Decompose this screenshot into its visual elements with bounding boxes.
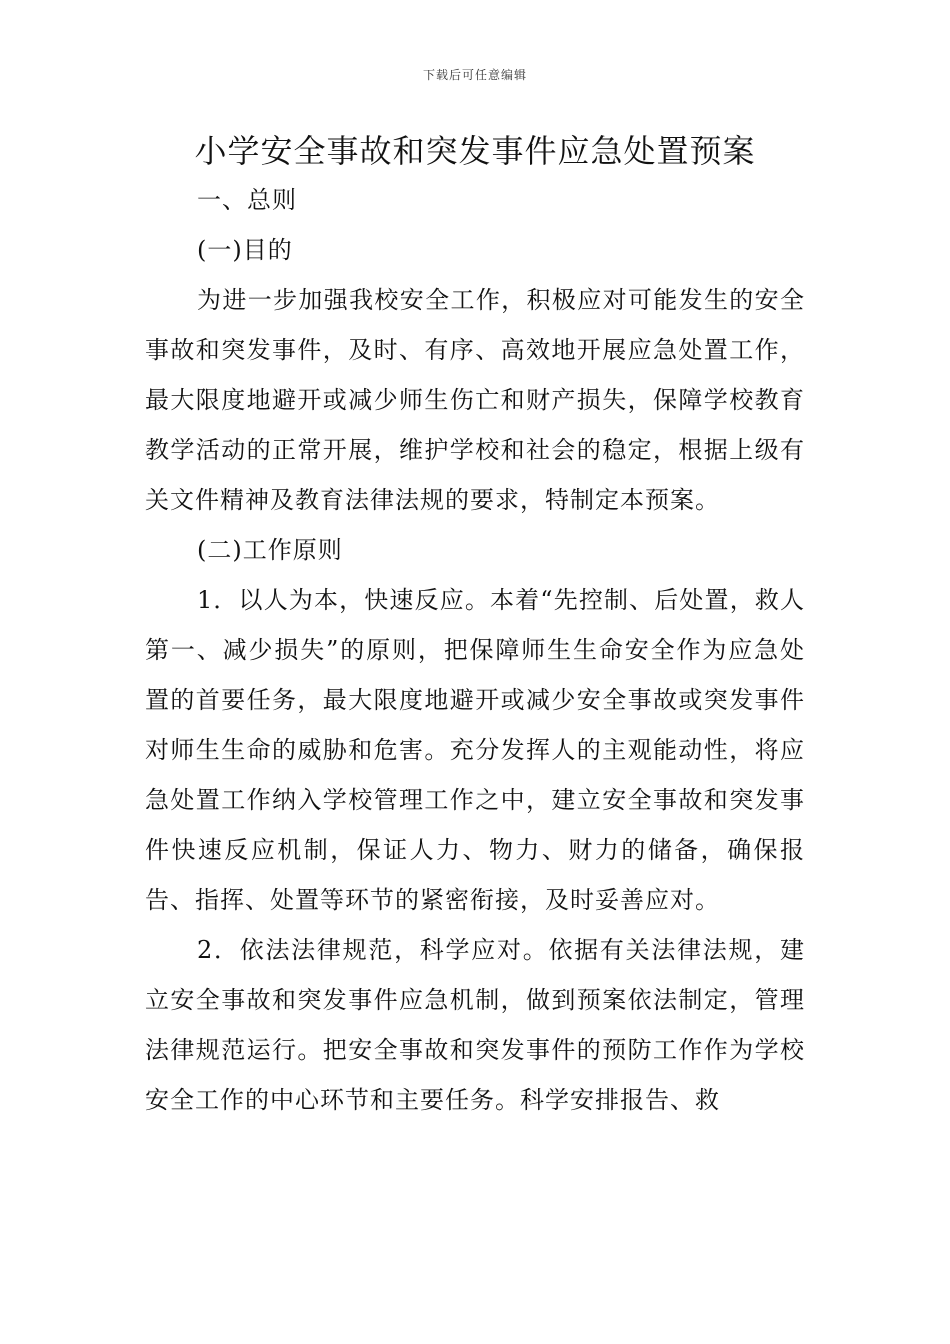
subsection-heading-principles: (二)工作原则 xyxy=(197,536,343,564)
subsection-heading-purpose: (一)目的 xyxy=(197,236,293,264)
document-body xyxy=(145,175,805,1125)
header-note: 下载后可任意编辑 xyxy=(422,68,527,82)
document-title: 小学安全事故和突发事件应急处置预案 xyxy=(194,132,756,170)
paragraph-purpose: 为进一步加强我校安全工作，积极应对可能发生的安全事故和突发事件，及时、有序、高效地开展应急处置工作，最大限度地避开或减少师生伤亡和财产损失，保障学校教育教学活动的正常开展，维护学校和社会的稳定，根据上级有关文件精神及教育法律法规的要求，特制定本预案。 xyxy=(145,286,805,514)
paragraph-principle-1: 1．以人为本，快速反应。本着“先控制、后处置，救人第一、减少损失”的原则，把保障师生生命安全作为应急处置的首要任务，最大限度地避开或减少安全事故或突发事件对师生生命的威胁和危害。充分发挥人的主观能动性，将应急处置工作纳入学校管理工作之中，建立安全事故和突发事件快速反应机制，保证人力、物力、财力的储备，确保报告、指挥、处置等环节的紧密衔接，及时妥善应对。 xyxy=(145,586,805,914)
section-heading-general: 一、总则 xyxy=(197,186,297,214)
paragraph-principle-2: 2．依法法律规范，科学应对。依据有关法律法规，建立安全事故和突发事件应急机制，做到预案依法制定，管理法律规范运行。把安全事故和突发事件的预防工作作为学校安全工作的中心环节和主要任务。科学安排报告、救 xyxy=(145,936,805,1114)
